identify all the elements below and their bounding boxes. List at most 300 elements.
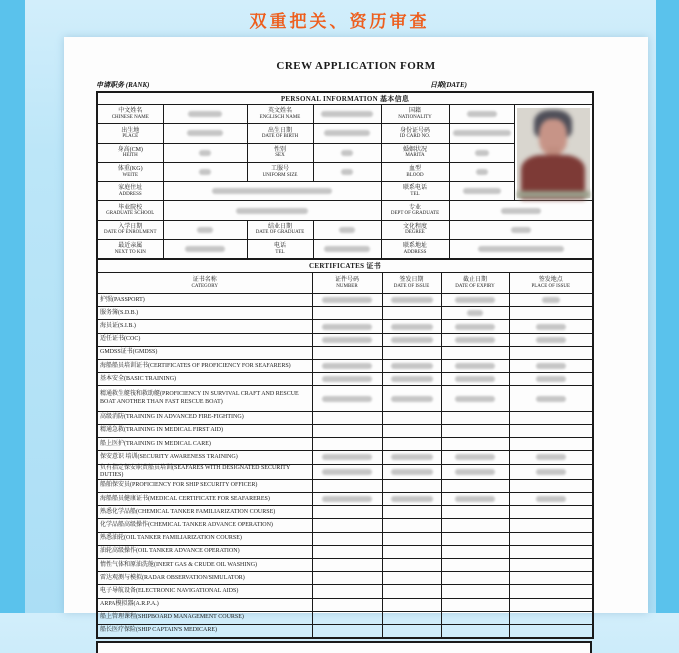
certificate-name: 护照(PASSPORT) <box>97 294 312 307</box>
certificate-expiry-cell <box>441 373 509 386</box>
certificate-name: 熟悉油轮(OIL TANKER FAMILIARIZATION COURSE) <box>97 532 312 545</box>
field-value-redacted <box>449 162 514 181</box>
certificate-name: ARPA模拟器(A.R.P.A.) <box>97 598 312 611</box>
redacted-value-blob <box>322 297 372 303</box>
certificate-issue-cell <box>382 611 441 624</box>
certificate-name: 船上管理课程(SHIPBOARD MANAGEMENT COURSE) <box>97 611 312 624</box>
redacted-value-blob <box>455 396 495 402</box>
certificate-row <box>97 373 593 386</box>
certificates-section-header <box>97 259 593 273</box>
field-label-en: PLACE <box>122 133 139 139</box>
certificate-row <box>97 506 593 519</box>
crew-application-form-document <box>64 37 648 634</box>
field-label-cn: 工服号 <box>270 166 289 173</box>
redacted-value-blob <box>322 337 372 343</box>
column-label-cn: 签发地点 <box>538 276 563 283</box>
certificate-expiry-cell <box>441 493 509 506</box>
certificate-row <box>97 611 593 624</box>
field-label-en: CHINESE NAME <box>111 114 149 120</box>
certificate-row <box>97 624 593 638</box>
redacted-value-blob <box>455 469 495 475</box>
redacted-value-blob <box>511 227 531 233</box>
certificate-place-cell <box>509 519 593 532</box>
certificate-number-cell <box>312 294 382 307</box>
certificate-row <box>97 438 593 451</box>
certificate-expiry-cell <box>441 559 509 572</box>
redacted-value-blob <box>391 376 433 382</box>
certificate-expiry-cell <box>441 333 509 346</box>
field-label <box>247 124 313 143</box>
certificate-expiry-cell <box>441 438 509 451</box>
field-label <box>97 201 163 220</box>
certificate-row <box>97 572 593 585</box>
certificate-place-cell <box>509 346 593 359</box>
certificate-row <box>97 479 593 492</box>
column-label-en: CATEGORY <box>191 283 218 289</box>
redacted-value-blob <box>391 396 433 402</box>
field-label-cn: 联系地址 <box>402 243 427 250</box>
field-label-cn: 性别 <box>273 146 286 153</box>
field-label-en: SEX <box>275 153 285 159</box>
redacted-value-blob <box>536 454 566 460</box>
field-label-cn: 身份证号码 <box>399 127 430 134</box>
redacted-value-blob <box>199 150 211 156</box>
redacted-value-blob <box>321 111 373 117</box>
certificate-expiry-cell <box>441 360 509 373</box>
certificate-name: 船舶保安员(PROFICIENCY FOR SHIP SECURITY OFFICER) <box>97 479 312 492</box>
certificate-name: 服务簿(S.D.B.) <box>97 307 312 320</box>
certificate-row <box>97 598 593 611</box>
certificate-expiry-cell <box>441 386 509 411</box>
certificate-expiry-cell <box>441 506 509 519</box>
field-value-redacted <box>163 143 247 162</box>
certificate-place-cell <box>509 373 593 386</box>
redacted-value-blob <box>322 363 372 369</box>
personal-section-header <box>97 92 593 105</box>
certificate-name: 适任证书(COC) <box>97 333 312 346</box>
certificate-place-cell <box>509 438 593 451</box>
certificate-number-cell <box>312 411 382 424</box>
field-label-cn: 婚姻状况 <box>402 146 427 153</box>
redacted-value-blob <box>212 188 332 194</box>
field-label <box>247 105 313 124</box>
field-label-cn: 英文姓名 <box>267 108 292 115</box>
certificate-name: 油轮高级操作(OIL TANKER ADVANCE OPERATION) <box>97 545 312 558</box>
certificate-row <box>97 307 593 320</box>
certificate-number-cell <box>312 479 382 492</box>
field-label <box>247 220 313 239</box>
field-value-redacted <box>313 220 381 239</box>
certificate-expiry-cell <box>441 451 509 464</box>
certificate-number-cell <box>312 451 382 464</box>
field-label-en: TEL <box>410 191 420 197</box>
certificate-expiry-cell <box>441 464 509 479</box>
field-value-redacted <box>313 240 381 259</box>
certificate-number-cell <box>312 545 382 558</box>
field-label-cn: 中文姓名 <box>118 108 143 115</box>
certificate-row <box>97 386 593 411</box>
redacted-value-blob <box>455 376 495 382</box>
certificate-expiry-cell <box>441 294 509 307</box>
certificate-number-cell <box>312 585 382 598</box>
certificate-place-cell <box>509 464 593 479</box>
field-label <box>97 124 163 143</box>
certificate-issue-cell <box>382 360 441 373</box>
certificate-expiry-cell <box>441 479 509 492</box>
redacted-value-blob <box>236 208 308 214</box>
certificate-expiry-cell <box>441 519 509 532</box>
certificate-place-cell <box>509 360 593 373</box>
redacted-value-blob <box>501 208 541 214</box>
redacted-value-blob <box>341 150 353 156</box>
certificate-place-cell <box>509 479 593 492</box>
certificate-issue-cell <box>382 411 441 424</box>
certificate-place-cell <box>509 506 593 519</box>
field-label-cn: 血型 <box>408 166 421 173</box>
certificate-row <box>97 559 593 572</box>
redacted-value-blob <box>536 496 566 502</box>
field-label <box>97 105 163 124</box>
redacted-value-blob <box>455 496 495 502</box>
field-label <box>97 143 163 162</box>
certificate-number-cell <box>312 333 382 346</box>
certificates-table <box>96 258 594 639</box>
field-value-redacted <box>449 105 514 124</box>
field-label-en: ID CARD NO. <box>399 133 431 139</box>
field-label-cn: 联系电话 <box>402 185 427 192</box>
right-border-strip <box>656 0 679 613</box>
certificate-row <box>97 451 593 464</box>
certificate-issue-cell <box>382 438 441 451</box>
certificate-name: 船上医护(TRAINING IN MEDICAL CARE) <box>97 438 312 451</box>
column-label-en: PLACE OF ISSUE <box>531 283 571 289</box>
certificate-place-cell <box>509 572 593 585</box>
column-label-en: DATE OF ISSUE <box>393 283 430 289</box>
field-value-redacted <box>313 143 381 162</box>
field-value-redacted <box>449 201 593 220</box>
personal-row <box>97 220 593 239</box>
certificate-row <box>97 320 593 333</box>
field-label <box>97 162 163 181</box>
certificate-name: 化学品船高级操作(CHEMICAL TANKER ADVANCE OPERATION) <box>97 519 312 532</box>
redacted-value-blob <box>322 376 372 382</box>
field-label-cn: 身高(CM) <box>117 146 143 153</box>
certificate-row <box>97 346 593 359</box>
rank-field-label: 申请职务 (RANK) <box>96 80 169 92</box>
certificate-row <box>97 585 593 598</box>
redacted-value-blob <box>391 297 433 303</box>
certificate-issue-cell <box>382 386 441 411</box>
redacted-value-blob <box>391 454 433 460</box>
field-label-en: ADDRESS <box>118 191 142 197</box>
redacted-value-blob <box>536 396 566 402</box>
redacted-value-blob <box>391 337 433 343</box>
redacted-value-blob <box>341 169 353 175</box>
personal-header-text: PERSONAL INFORMATION 基本信息 <box>97 92 593 105</box>
field-label <box>247 143 313 162</box>
certificate-name: GMDSS证书(GMDSS) <box>97 346 312 359</box>
redacted-value-blob <box>324 130 370 136</box>
redacted-value-blob <box>339 227 355 233</box>
certificate-place-cell <box>509 424 593 437</box>
field-label-cn: 入学日期 <box>118 224 143 230</box>
certificates-header-text: CERTIFICATES 证书 <box>97 259 593 273</box>
field-label-cn: 专业 <box>408 204 421 211</box>
certificate-number-cell <box>312 438 382 451</box>
certificate-place-cell <box>509 451 593 464</box>
field-label-en: BLOOD <box>406 172 424 178</box>
certificate-issue-cell <box>382 320 441 333</box>
certificate-name: 负有指定保安职责船员培训(SEAFARES WITH DESIGNATED SECURITY DUTIES) <box>97 464 312 479</box>
field-label-en: UNIFORM SIZE <box>262 172 298 178</box>
field-value-redacted <box>163 240 247 259</box>
field-label-en: HEITH <box>122 153 138 159</box>
field-value-redacted <box>313 124 381 143</box>
field-label <box>381 182 449 201</box>
redacted-value-blob <box>455 454 495 460</box>
certificate-column-number <box>312 273 382 294</box>
redacted-value-blob <box>322 396 372 402</box>
field-label-cn: 国籍 <box>408 108 421 115</box>
certificate-place-cell <box>509 333 593 346</box>
field-label <box>381 143 449 162</box>
certificate-issue-cell <box>382 493 441 506</box>
field-label-cn: 体重(KG) <box>117 166 143 173</box>
certificate-expiry-cell <box>441 346 509 359</box>
certificate-column-date-of-expiry <box>441 273 509 294</box>
redacted-value-blob <box>536 337 566 343</box>
certificate-issue-cell <box>382 451 441 464</box>
field-label-en: DEGREE <box>405 230 425 236</box>
personal-row <box>97 105 593 124</box>
certificate-row <box>97 411 593 424</box>
certificate-expiry-cell <box>441 545 509 558</box>
certificate-name: 海员证(S.I.B.) <box>97 320 312 333</box>
certificate-issue-cell <box>382 532 441 545</box>
certificate-expiry-cell <box>441 572 509 585</box>
certificate-number-cell <box>312 307 382 320</box>
certificate-issue-cell <box>382 307 441 320</box>
certificate-expiry-cell <box>441 307 509 320</box>
field-label <box>97 182 163 201</box>
certificate-name: 高级消防(TRAINING IN ADVANCED FIRE-FIGHTING) <box>97 411 312 424</box>
certificate-column-category <box>97 273 312 294</box>
column-label-en: DATE OF EXPIRY <box>455 283 495 289</box>
field-value-redacted <box>163 182 381 201</box>
redacted-value-blob <box>391 363 433 369</box>
redacted-value-blob <box>467 310 483 316</box>
field-label <box>247 240 313 259</box>
redacted-value-blob <box>478 246 564 252</box>
certificate-number-cell <box>312 624 382 638</box>
certificate-expiry-cell <box>441 598 509 611</box>
field-label-cn: 结业日期 <box>267 224 292 230</box>
certificate-place-cell <box>509 307 593 320</box>
certificates-column-header <box>97 273 593 294</box>
redacted-value-blob <box>199 169 211 175</box>
form-tables <box>96 91 592 653</box>
certificate-number-cell <box>312 519 382 532</box>
certificate-name: 船长医疗保险(SHIP CAPTAIN'S MEDICARE) <box>97 624 312 638</box>
page-title: 双重把关、资历审查 <box>249 12 430 31</box>
certificate-name: 熟悉化学品船(CHEMICAL TANKER FAMILIARIZATION COURSE) <box>97 506 312 519</box>
column-label-cn: 截止日期 <box>462 276 487 283</box>
field-label <box>381 201 449 220</box>
certificate-number-cell <box>312 320 382 333</box>
applicant-photo <box>514 105 593 201</box>
certificate-expiry-cell <box>441 424 509 437</box>
field-label <box>381 124 449 143</box>
field-value-redacted <box>163 105 247 124</box>
certificate-place-cell <box>509 493 593 506</box>
certificate-number-cell <box>312 346 382 359</box>
certificate-place-cell <box>509 411 593 424</box>
certificate-name: 雷达观测与模拟(RADAR OBSERVATION/SIMULATOR) <box>97 572 312 585</box>
certificate-row <box>97 294 593 307</box>
personal-information-table <box>96 91 594 260</box>
field-label <box>381 240 449 259</box>
certificate-name: 海船船员培训证书(CERTIFICATES OF PROFICIENCY FOR SEAFARERS) <box>97 360 312 373</box>
certificate-place-cell <box>509 559 593 572</box>
certificate-expiry-cell <box>441 411 509 424</box>
column-label-en: NUMBER <box>336 283 358 289</box>
certificate-row <box>97 424 593 437</box>
redacted-value-blob <box>391 496 433 502</box>
certificate-expiry-cell <box>441 611 509 624</box>
certificate-place-cell <box>509 598 593 611</box>
field-value-redacted <box>163 201 381 220</box>
redacted-value-blob <box>322 324 372 330</box>
certificate-place-cell <box>509 545 593 558</box>
certificate-number-cell <box>312 598 382 611</box>
applicant-photo-image <box>517 108 590 198</box>
certificate-number-cell <box>312 572 382 585</box>
redacted-value-blob <box>463 188 501 194</box>
certificate-place-cell <box>509 624 593 638</box>
certificate-place-cell <box>509 386 593 411</box>
certificate-issue-cell <box>382 346 441 359</box>
field-value-redacted <box>449 182 514 201</box>
certificate-place-cell <box>509 294 593 307</box>
certificate-issue-cell <box>382 479 441 492</box>
field-label-en: DEPT OF GRADUATE <box>390 211 440 217</box>
redacted-value-blob <box>476 169 488 175</box>
field-label <box>381 105 449 124</box>
certificate-name: 保安意识 培训(SECURITY AWARENESS TRAINING) <box>97 451 312 464</box>
redacted-value-blob <box>322 496 372 502</box>
field-label-en: DATE OF GRADUATE <box>255 230 305 236</box>
certificate-row <box>97 532 593 545</box>
redacted-value-blob <box>391 324 433 330</box>
redacted-value-blob <box>391 469 433 475</box>
certificate-number-cell <box>312 464 382 479</box>
certificate-number-cell <box>312 559 382 572</box>
date-field-label: 日期(DATE) <box>430 80 499 92</box>
certificate-row <box>97 493 593 506</box>
redacted-value-blob <box>536 469 566 475</box>
field-label-en: WEITE <box>122 172 139 178</box>
certificate-name: 基本安全(BASIC TRAINING) <box>97 373 312 386</box>
field-label <box>97 240 163 259</box>
field-label-en: MARITA <box>405 153 425 159</box>
redacted-value-blob <box>455 297 495 303</box>
field-label-en: NATIONALITY <box>398 114 432 120</box>
column-label-cn: 签发日期 <box>399 276 424 283</box>
field-value-redacted <box>449 220 593 239</box>
field-label-en: TEL <box>275 249 285 255</box>
certificate-expiry-cell <box>441 585 509 598</box>
certificate-number-cell <box>312 386 382 411</box>
field-label-cn: 家庭住址 <box>118 185 143 192</box>
redacted-value-blob <box>197 227 213 233</box>
redacted-value-blob <box>475 150 489 156</box>
field-label-en: DATE OF BIRTH <box>261 133 299 139</box>
certificate-column-date-of-issue <box>382 273 441 294</box>
certificate-expiry-cell <box>441 532 509 545</box>
certificate-name: 海船船员健康证书(MEDICAL CERTIFICATE FOR SEAFARERES) <box>97 493 312 506</box>
personal-row <box>97 240 593 259</box>
column-label-cn: 证书名称 <box>192 276 217 283</box>
column-label-cn: 证件号码 <box>334 276 359 283</box>
field-label-cn: 出生日期 <box>267 127 292 134</box>
field-label <box>381 162 449 181</box>
redacted-value-blob <box>455 363 495 369</box>
certificate-number-cell <box>312 532 382 545</box>
certificate-number-cell <box>312 506 382 519</box>
redacted-value-blob <box>536 324 566 330</box>
certificate-number-cell <box>312 373 382 386</box>
certificate-row <box>97 545 593 558</box>
certificate-place-cell <box>509 320 593 333</box>
field-label-cn: 毕业院校 <box>118 204 143 211</box>
certificate-expiry-cell <box>441 624 509 638</box>
certificate-name: 电子导航设备(ELECTRONIC NAVIGATIONAL AIDS) <box>97 585 312 598</box>
redacted-value-blob <box>453 130 511 136</box>
form-title: CREW APPLICATION FORM <box>276 60 436 72</box>
redacted-value-blob <box>185 246 225 252</box>
certificate-number-cell <box>312 493 382 506</box>
certificate-name: 精通急救(TRAINING IN MEDICAL FIRST AID) <box>97 424 312 437</box>
certificate-name: 精通救生艇筏和救助艇(PROFICIENCY IN SURVIVAL CRAFT AND RESCUE BOAT ANOTHER THAN FAST RESCUE BOAT) <box>97 386 312 411</box>
redacted-value-blob <box>536 376 566 382</box>
certificate-row <box>97 464 593 479</box>
redacted-value-blob <box>188 111 222 117</box>
redacted-value-blob <box>324 246 370 252</box>
redacted-value-blob <box>455 324 495 330</box>
certificate-issue-cell <box>382 464 441 479</box>
certificate-issue-cell <box>382 624 441 638</box>
certificate-number-cell <box>312 360 382 373</box>
rank-date-line <box>96 80 592 90</box>
field-value-redacted <box>163 162 247 181</box>
certificate-place-cell <box>509 585 593 598</box>
field-label-cn: 最近亲属 <box>118 243 143 250</box>
certificate-issue-cell <box>382 519 441 532</box>
field-value-redacted <box>449 124 514 143</box>
certificate-issue-cell <box>382 545 441 558</box>
field-label-en: ADDRESS <box>403 249 427 255</box>
next-section-cutoff <box>96 641 592 653</box>
photo-foreground <box>517 191 590 198</box>
field-label <box>247 162 313 181</box>
field-label <box>97 220 163 239</box>
certificate-issue-cell <box>382 424 441 437</box>
field-value-redacted <box>313 105 381 124</box>
certificate-row <box>97 519 593 532</box>
certificate-issue-cell <box>382 572 441 585</box>
certificate-issue-cell <box>382 294 441 307</box>
field-value-redacted <box>449 240 593 259</box>
